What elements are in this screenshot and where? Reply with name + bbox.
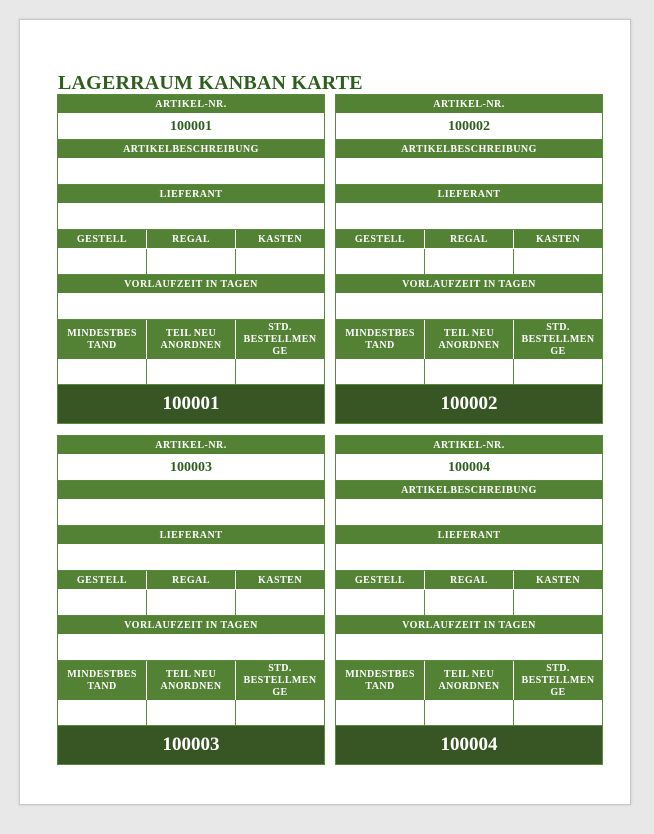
artikel-nr-label: ARTIKEL-NR.: [336, 95, 602, 114]
kasten-label: KASTEN: [514, 571, 602, 590]
artikelbeschreibung-field[interactable]: [336, 500, 602, 526]
teil-neu-anordnen-label: TEIL NEU ANORDNEN: [425, 320, 514, 359]
std-bestellmenge-field[interactable]: [514, 359, 602, 385]
artikelbeschreibung-field[interactable]: [336, 159, 602, 185]
card-number-footer: 100003: [58, 726, 324, 764]
mindestbestand-field[interactable]: [58, 700, 147, 726]
regal-field[interactable]: [425, 249, 514, 275]
vorlaufzeit-label: VORLAUFZEIT IN TAGEN: [58, 275, 324, 294]
teil-neu-anordnen-field[interactable]: [425, 700, 514, 726]
stock-value-row: [336, 359, 602, 385]
artikelbeschreibung-field[interactable]: [58, 500, 324, 526]
gestell-label: GESTELL: [336, 230, 425, 249]
lieferant-field[interactable]: [58, 204, 324, 230]
mindestbestand-label: MINDESTBES TAND: [58, 320, 147, 359]
gestell-field[interactable]: [336, 590, 425, 616]
artikel-nr-label: ARTIKEL-NR.: [336, 436, 602, 455]
std-bestellmenge-label: STD. BESTELLMEN GE: [514, 661, 602, 700]
gestell-field[interactable]: [58, 590, 147, 616]
kanban-card: [57, 94, 325, 424]
gestell-field[interactable]: [58, 249, 147, 275]
kanban-card: [335, 435, 603, 765]
document-title: LAGERRAUM KANBAN KARTE: [58, 72, 363, 94]
card-number-footer: 100001: [58, 385, 324, 423]
stock-value-row: [58, 700, 324, 726]
gestell-label: GESTELL: [58, 230, 147, 249]
location-value-row: [336, 249, 602, 275]
artikelbeschreibung-label: [58, 481, 324, 500]
vorlaufzeit-label: VORLAUFZEIT IN TAGEN: [58, 616, 324, 635]
artikel-nr-value[interactable]: 100001: [58, 114, 324, 140]
teil-neu-anordnen-label: TEIL NEU ANORDNEN: [425, 661, 514, 700]
mindestbestand-label: MINDESTBES TAND: [336, 661, 425, 700]
artikelbeschreibung-label: ARTIKELBESCHREIBUNG: [58, 140, 324, 159]
artikel-nr-value[interactable]: 100002: [336, 114, 602, 140]
vorlaufzeit-field[interactable]: [58, 635, 324, 661]
location-header-row: [58, 571, 324, 590]
artikelbeschreibung-label: ARTIKELBESCHREIBUNG: [336, 140, 602, 159]
lieferant-label: LIEFERANT: [336, 185, 602, 204]
lieferant-label: LIEFERANT: [58, 185, 324, 204]
kanban-card: [57, 435, 325, 765]
vorlaufzeit-label: VORLAUFZEIT IN TAGEN: [336, 275, 602, 294]
mindestbestand-field[interactable]: [336, 359, 425, 385]
teil-neu-anordnen-field[interactable]: [147, 359, 236, 385]
lieferant-field[interactable]: [336, 204, 602, 230]
kasten-field[interactable]: [236, 249, 324, 275]
regal-field[interactable]: [425, 590, 514, 616]
stock-value-row: [58, 359, 324, 385]
location-value-row: [336, 590, 602, 616]
location-value-row: [58, 249, 324, 275]
lieferant-field[interactable]: [336, 545, 602, 571]
gestell-label: GESTELL: [58, 571, 147, 590]
artikelbeschreibung-label: ARTIKELBESCHREIBUNG: [336, 481, 602, 500]
teil-neu-anordnen-label: TEIL NEU ANORDNEN: [147, 661, 236, 700]
location-value-row: [58, 590, 324, 616]
mindestbestand-field[interactable]: [58, 359, 147, 385]
card-number-footer: 100004: [336, 726, 602, 764]
artikel-nr-label: ARTIKEL-NR.: [58, 436, 324, 455]
std-bestellmenge-field[interactable]: [236, 359, 324, 385]
gestell-field[interactable]: [336, 249, 425, 275]
regal-field[interactable]: [147, 590, 236, 616]
kasten-field[interactable]: [514, 249, 602, 275]
vorlaufzeit-field[interactable]: [336, 635, 602, 661]
lieferant-label: LIEFERANT: [336, 526, 602, 545]
artikel-nr-value[interactable]: 100003: [58, 455, 324, 481]
stock-header-row: [336, 661, 602, 700]
mindestbestand-label: MINDESTBES TAND: [58, 661, 147, 700]
kasten-field[interactable]: [514, 590, 602, 616]
stock-header-row: [58, 320, 324, 359]
stock-value-row: [336, 700, 602, 726]
kasten-field[interactable]: [236, 590, 324, 616]
artikel-nr-value[interactable]: 100004: [336, 455, 602, 481]
location-header-row: [58, 230, 324, 249]
std-bestellmenge-label: STD. BESTELLMEN GE: [514, 320, 602, 359]
std-bestellmenge-label: STD. BESTELLMEN GE: [236, 661, 324, 700]
location-header-row: [336, 571, 602, 590]
stock-header-row: [336, 320, 602, 359]
gestell-label: GESTELL: [336, 571, 425, 590]
teil-neu-anordnen-field[interactable]: [147, 700, 236, 726]
kasten-label: KASTEN: [236, 571, 324, 590]
lieferant-field[interactable]: [58, 545, 324, 571]
regal-label: REGAL: [425, 571, 514, 590]
std-bestellmenge-field[interactable]: [514, 700, 602, 726]
regal-label: REGAL: [147, 571, 236, 590]
location-header-row: [336, 230, 602, 249]
stock-header-row: [58, 661, 324, 700]
vorlaufzeit-field[interactable]: [336, 294, 602, 320]
regal-label: REGAL: [425, 230, 514, 249]
artikel-nr-label: ARTIKEL-NR.: [58, 95, 324, 114]
card-number-footer: 100002: [336, 385, 602, 423]
mindestbestand-label: MINDESTBES TAND: [336, 320, 425, 359]
teil-neu-anordnen-label: TEIL NEU ANORDNEN: [147, 320, 236, 359]
teil-neu-anordnen-field[interactable]: [425, 359, 514, 385]
std-bestellmenge-field[interactable]: [236, 700, 324, 726]
vorlaufzeit-label: VORLAUFZEIT IN TAGEN: [336, 616, 602, 635]
mindestbestand-field[interactable]: [336, 700, 425, 726]
regal-field[interactable]: [147, 249, 236, 275]
std-bestellmenge-label: STD. BESTELLMEN GE: [236, 320, 324, 359]
artikelbeschreibung-field[interactable]: [58, 159, 324, 185]
vorlaufzeit-field[interactable]: [58, 294, 324, 320]
lieferant-label: LIEFERANT: [58, 526, 324, 545]
regal-label: REGAL: [147, 230, 236, 249]
kasten-label: KASTEN: [236, 230, 324, 249]
kanban-card: [335, 94, 603, 424]
kasten-label: KASTEN: [514, 230, 602, 249]
